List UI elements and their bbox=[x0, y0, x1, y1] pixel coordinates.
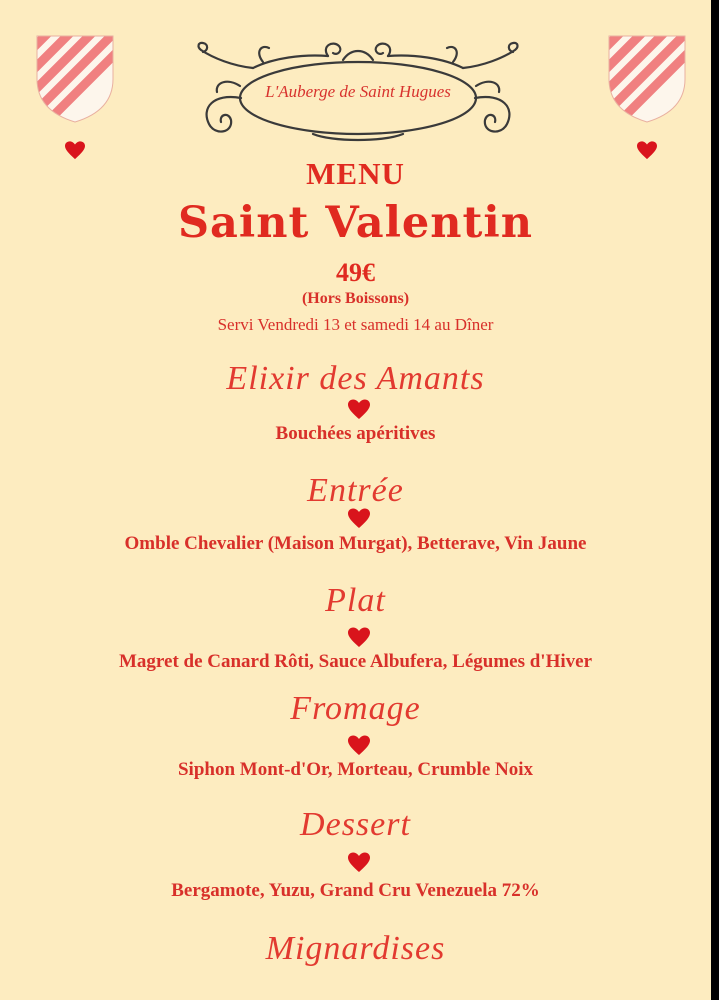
price-note: (Hors Boissons) bbox=[301, 290, 410, 307]
heart-icon bbox=[347, 626, 371, 648]
heart-icon bbox=[347, 851, 371, 873]
coat-of-arms-right-icon bbox=[607, 34, 687, 124]
menu-label: MENU bbox=[306, 156, 405, 191]
coat-of-arms-left-icon bbox=[35, 34, 115, 124]
course-title: Dessert bbox=[300, 806, 411, 843]
service-info: Servi Vendredi 13 et samedi 14 au Dîner bbox=[217, 315, 494, 334]
restaurant-name: L'Auberge de Saint Hugues bbox=[265, 82, 451, 101]
course-dish: Magret de Canard Rôti, Sauce Albufera, Légumes d'Hiver bbox=[118, 651, 593, 672]
menu-price: 49€ bbox=[336, 258, 375, 287]
course-dish: Siphon Mont-d'Or, Morteau, Crumble Noix bbox=[177, 759, 534, 780]
course-title: Mignardises bbox=[265, 930, 446, 967]
course-dish: Omble Chevalier (Maison Murgat), Betterave, Vin Jaune bbox=[124, 533, 587, 554]
menu-title: Saint Valentin bbox=[177, 198, 534, 248]
right-border bbox=[711, 0, 719, 1000]
course-dish: Bergamote, Yuzu, Grand Cru Venezuela 72% bbox=[171, 880, 540, 901]
course-title: Elixir des Amants bbox=[226, 360, 485, 397]
heart-icon bbox=[347, 398, 371, 420]
course-title: Plat bbox=[325, 582, 386, 619]
heart-icon bbox=[347, 734, 371, 756]
course-dish: Bouchées apéritives bbox=[275, 423, 436, 444]
course-title: Entrée bbox=[307, 472, 404, 509]
heart-icon bbox=[347, 507, 371, 529]
course-title: Fromage bbox=[290, 690, 421, 727]
